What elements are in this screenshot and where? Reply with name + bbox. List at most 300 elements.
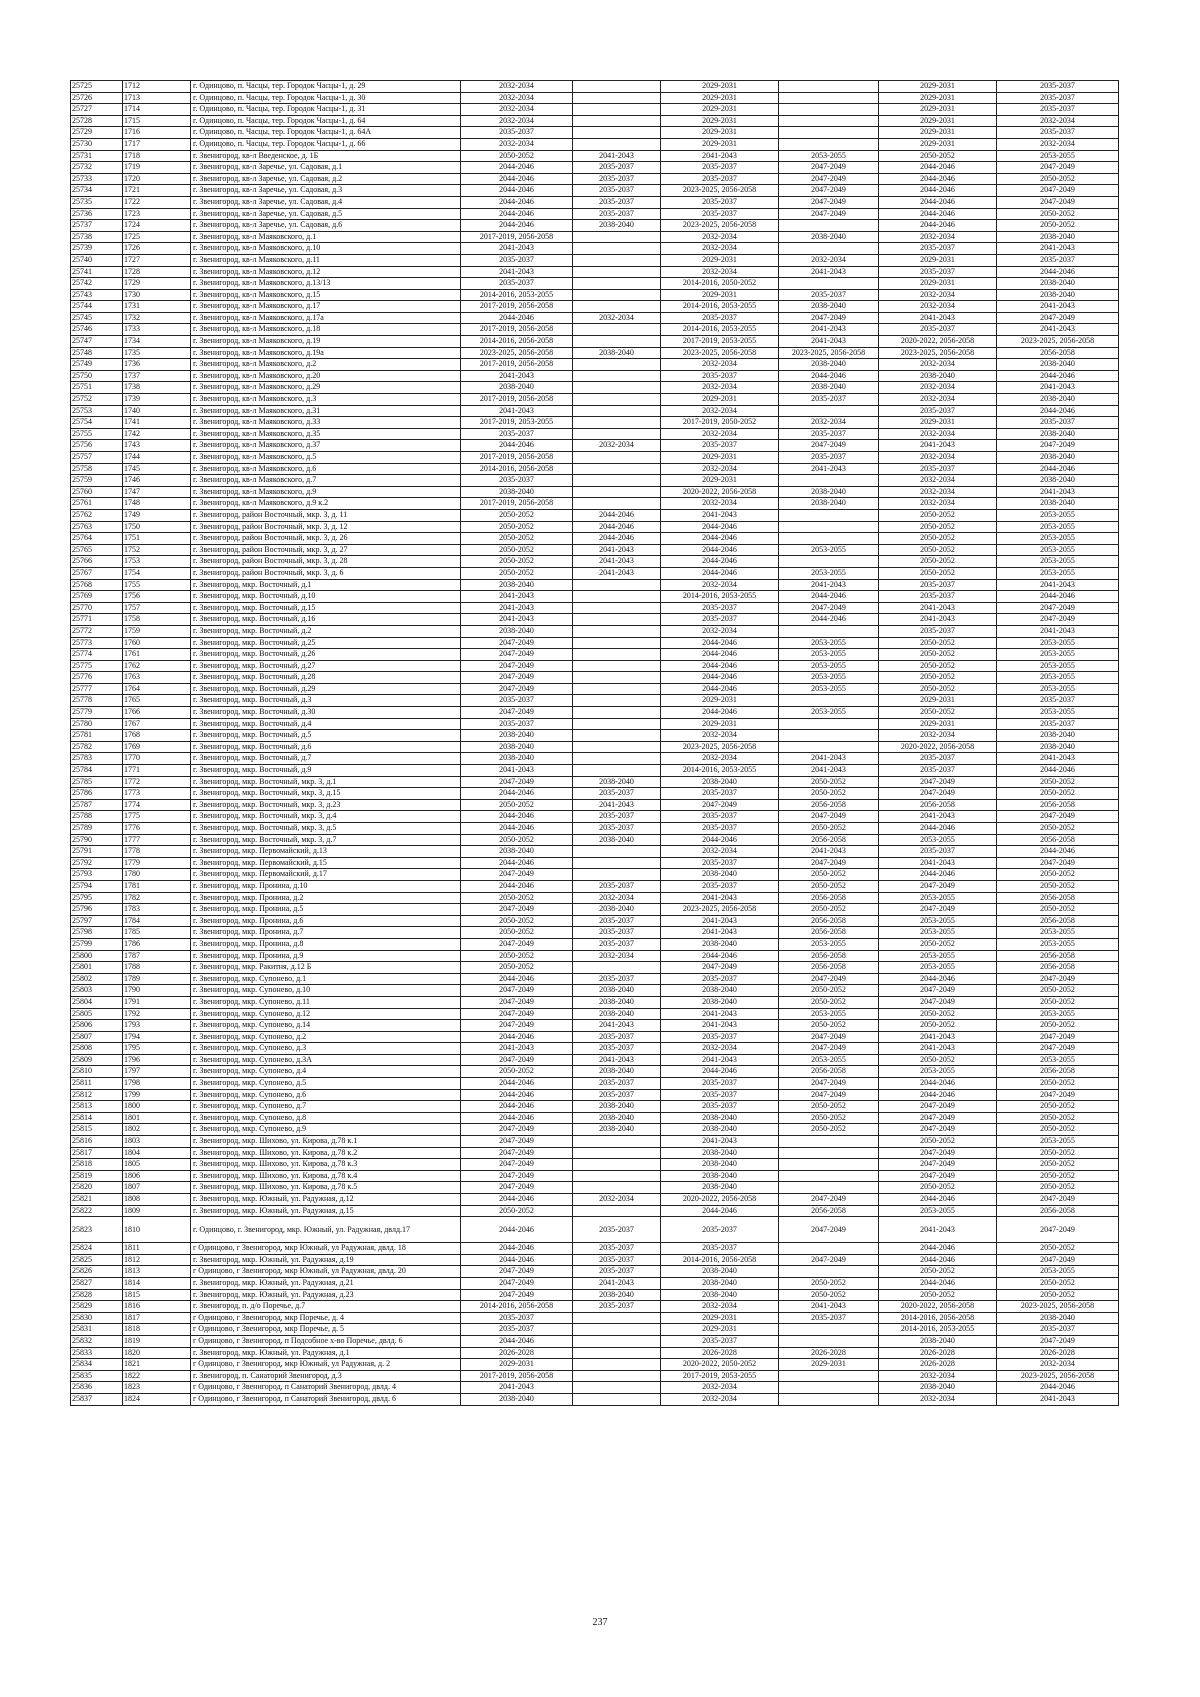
cell-period-2: 2035-2037	[573, 1031, 661, 1043]
cell-row-number: 25736	[71, 208, 123, 220]
cell-house-id: 1821	[123, 1359, 191, 1371]
cell-period-4	[779, 81, 879, 93]
cell-period-3: 2038-2040	[661, 985, 779, 997]
cell-house-id: 1766	[123, 707, 191, 719]
cell-address: г. Звенигород, мкр. Супонево, д.3	[191, 1043, 461, 1055]
cell-period-2: 2035-2037	[573, 162, 661, 174]
cell-period-3: 2035-2037	[661, 1243, 779, 1255]
cell-period-2	[573, 1136, 661, 1148]
cell-period-2	[573, 672, 661, 684]
cell-period-6: 2050-2052	[997, 1170, 1119, 1182]
cell-period-6: 2038-2040	[997, 498, 1119, 510]
table-row	[71, 938, 1119, 950]
table-row	[71, 428, 1119, 440]
cell-period-3: 2023-2025, 2056-2058	[661, 741, 779, 753]
cell-period-2	[573, 254, 661, 266]
cell-address: г. Звенигород, кв-л Маяковского, д.11	[191, 254, 461, 266]
cell-period-1: 2047-2049	[461, 637, 573, 649]
cell-period-2	[573, 707, 661, 719]
cell-period-1: 2044-2046	[461, 312, 573, 324]
cell-address: г. Звенигород, мкр. Пронина, д.5	[191, 904, 461, 916]
cell-period-3: 2041-2043	[661, 1136, 779, 1148]
cell-period-4: 2035-2037	[779, 394, 879, 406]
cell-period-4: 2056-2058	[779, 1066, 879, 1078]
cell-period-2: 2038-2040	[573, 776, 661, 788]
cell-period-4	[779, 405, 879, 417]
cell-period-1: 2017-2019, 2056-2058	[461, 394, 573, 406]
cell-period-6: 2035-2037	[997, 1324, 1119, 1336]
cell-period-1: 2044-2046	[461, 973, 573, 985]
cell-period-4: 2050-2052	[779, 1020, 879, 1032]
cell-row-number: 25743	[71, 289, 123, 301]
cell-period-3: 2029-2031	[661, 475, 779, 487]
cell-period-5: 2032-2034	[879, 394, 997, 406]
cell-row-number: 25769	[71, 591, 123, 603]
table-row	[71, 405, 1119, 417]
cell-address: г. Звенигород, мкр. Восточный, д.25	[191, 637, 461, 649]
cell-period-1: 2044-2046	[461, 220, 573, 232]
cell-period-1: 2032-2034	[461, 138, 573, 150]
cell-period-3: 2044-2046	[661, 533, 779, 545]
cell-house-id: 1740	[123, 405, 191, 417]
cell-period-2	[573, 127, 661, 139]
cell-house-id: 1781	[123, 880, 191, 892]
cell-house-id: 1802	[123, 1124, 191, 1136]
cell-period-1: 2032-2034	[461, 115, 573, 127]
cell-period-2: 2038-2040	[573, 834, 661, 846]
cell-period-6: 2038-2040	[997, 289, 1119, 301]
cell-address: г. Звенигород, мкр. Восточный, д.2	[191, 625, 461, 637]
table-row	[71, 417, 1119, 429]
cell-period-6: 2050-2052	[997, 1277, 1119, 1289]
cell-period-4: 2041-2043	[779, 336, 879, 348]
cell-period-3: 2029-2031	[661, 81, 779, 93]
cell-row-number: 25726	[71, 92, 123, 104]
cell-period-4: 2047-2049	[779, 1031, 879, 1043]
cell-address: г. Звенигород, мкр. Восточный, д.3	[191, 695, 461, 707]
cell-period-4: 2041-2043	[779, 765, 879, 777]
cell-period-4: 2032-2034	[779, 417, 879, 429]
cell-period-6: 2053-2055	[997, 637, 1119, 649]
cell-period-5: 2029-2031	[879, 695, 997, 707]
cell-period-1: 2050-2052	[461, 950, 573, 962]
cell-period-2: 2035-2037	[573, 811, 661, 823]
cell-address: г. Звенигород, мкр. Восточный, мкр. 3, д.5	[191, 823, 461, 835]
cell-address: г Одинцово, г Звенигород, мкр Южный, ул Радужная, двлд. 20	[191, 1266, 461, 1278]
cell-period-6: 2053-2055	[997, 1054, 1119, 1066]
cell-house-id: 1727	[123, 254, 191, 266]
cell-house-id: 1805	[123, 1159, 191, 1171]
table-row	[71, 1217, 1119, 1243]
cell-house-id: 1808	[123, 1194, 191, 1206]
cell-period-4: 2053-2055	[779, 150, 879, 162]
cell-period-6: 2047-2049	[997, 185, 1119, 197]
cell-address: г. Звенигород, мкр. Супонево, д.11	[191, 996, 461, 1008]
cell-address: г. Звенигород, мкр. Южный, ул. Радужная, д.21	[191, 1277, 461, 1289]
cell-period-6: 2050-2052	[997, 1101, 1119, 1113]
capital-repair-schedule-table	[70, 80, 1119, 1406]
cell-house-id: 1789	[123, 973, 191, 985]
cell-period-1: 2047-2049	[461, 1277, 573, 1289]
cell-address: г. Звенигород, кв-л Маяковского, д.17	[191, 301, 461, 313]
cell-period-6: 2041-2043	[997, 579, 1119, 591]
cell-period-1: 2050-2052	[461, 927, 573, 939]
table-row	[71, 1182, 1119, 1194]
table-row	[71, 278, 1119, 290]
cell-house-id: 1795	[123, 1043, 191, 1055]
cell-period-6: 2050-2052	[997, 788, 1119, 800]
cell-period-5: 2053-2055	[879, 1205, 997, 1217]
cell-house-id: 1752	[123, 544, 191, 556]
table-row	[71, 741, 1119, 753]
cell-period-3: 2035-2037	[661, 1078, 779, 1090]
cell-row-number: 25784	[71, 765, 123, 777]
cell-period-6: 2053-2055	[997, 672, 1119, 684]
cell-period-5: 2044-2046	[879, 196, 997, 208]
cell-period-6: 2050-2052	[997, 220, 1119, 232]
cell-address: г. Звенигород, мкр. Супонево, д.4	[191, 1066, 461, 1078]
cell-house-id: 1790	[123, 985, 191, 997]
cell-row-number: 25785	[71, 776, 123, 788]
table-row	[71, 962, 1119, 974]
cell-period-6: 2053-2055	[997, 544, 1119, 556]
cell-period-5: 2044-2046	[879, 208, 997, 220]
table-row	[71, 1136, 1119, 1148]
cell-period-3: 2032-2034	[661, 266, 779, 278]
cell-period-5: 2041-2043	[879, 614, 997, 626]
cell-period-1: 2047-2049	[461, 1289, 573, 1301]
cell-period-3: 2035-2037	[661, 823, 779, 835]
cell-period-6: 2050-2052	[997, 823, 1119, 835]
cell-row-number: 25727	[71, 104, 123, 116]
cell-address: г. Звенигород, район Восточный, мкр. 3, д. 26	[191, 533, 461, 545]
cell-period-5: 2050-2052	[879, 556, 997, 568]
cell-period-6: 2041-2043	[997, 753, 1119, 765]
cell-row-number: 25740	[71, 254, 123, 266]
cell-row-number: 25818	[71, 1159, 123, 1171]
cell-period-2	[573, 138, 661, 150]
cell-period-1: 2047-2049	[461, 1147, 573, 1159]
cell-period-1: 2044-2046	[461, 1078, 573, 1090]
table-row	[71, 973, 1119, 985]
table-row	[71, 359, 1119, 371]
cell-house-id: 1800	[123, 1101, 191, 1113]
cell-period-6: 2056-2058	[997, 962, 1119, 974]
cell-period-6: 2032-2034	[997, 115, 1119, 127]
cell-period-3: 2041-2043	[661, 892, 779, 904]
table-row	[71, 196, 1119, 208]
cell-period-2: 2035-2037	[573, 1078, 661, 1090]
cell-period-6: 2041-2043	[997, 243, 1119, 255]
cell-period-3: 2032-2034	[661, 1301, 779, 1313]
cell-period-3: 2017-2019, 2053-2055	[661, 336, 779, 348]
cell-period-6: 2032-2034	[997, 1359, 1119, 1371]
cell-period-4: 2035-2037	[779, 289, 879, 301]
cell-period-1: 2047-2049	[461, 938, 573, 950]
cell-period-5: 2056-2058	[879, 799, 997, 811]
cell-period-5: 2047-2049	[879, 1101, 997, 1113]
cell-house-id: 1759	[123, 625, 191, 637]
cell-period-2	[573, 475, 661, 487]
cell-house-id: 1778	[123, 846, 191, 858]
cell-period-2: 2035-2037	[573, 208, 661, 220]
cell-period-2	[573, 405, 661, 417]
cell-period-5: 2050-2052	[879, 672, 997, 684]
cell-period-1: 2044-2046	[461, 823, 573, 835]
cell-period-5: 2035-2037	[879, 579, 997, 591]
cell-address: г. Звенигород, мкр. Пронина, д.8	[191, 938, 461, 950]
cell-period-6: 2044-2046	[997, 846, 1119, 858]
cell-period-1: 2047-2049	[461, 996, 573, 1008]
cell-period-4	[779, 1243, 879, 1255]
cell-row-number: 25824	[71, 1243, 123, 1255]
cell-period-2: 2038-2040	[573, 347, 661, 359]
cell-period-3: 2026-2028	[661, 1347, 779, 1359]
cell-period-3: 2038-2040	[661, 938, 779, 950]
cell-period-4: 2023-2025, 2056-2058	[779, 347, 879, 359]
cell-row-number: 25813	[71, 1101, 123, 1113]
table-row	[71, 173, 1119, 185]
cell-house-id: 1765	[123, 695, 191, 707]
cell-house-id: 1807	[123, 1182, 191, 1194]
cell-house-id: 1737	[123, 370, 191, 382]
cell-period-3: 2047-2049	[661, 962, 779, 974]
cell-period-2: 2038-2040	[573, 1008, 661, 1020]
cell-house-id: 1725	[123, 231, 191, 243]
cell-address: г. Звенигород, район Восточный, мкр. 3, д. 27	[191, 544, 461, 556]
cell-address: г. Звенигород, кв-л Маяковского, д.9	[191, 486, 461, 498]
cell-period-2	[573, 846, 661, 858]
cell-period-6: 2035-2037	[997, 127, 1119, 139]
table-row	[71, 637, 1119, 649]
cell-period-4: 2032-2034	[779, 254, 879, 266]
cell-row-number: 25815	[71, 1124, 123, 1136]
cell-period-6: 2056-2058	[997, 950, 1119, 962]
cell-period-5: 2041-2043	[879, 440, 997, 452]
cell-row-number: 25767	[71, 567, 123, 579]
cell-period-1: 2017-2019, 2056-2058	[461, 498, 573, 510]
cell-period-4: 2047-2049	[779, 196, 879, 208]
cell-period-3: 2041-2043	[661, 150, 779, 162]
cell-period-6: 2056-2058	[997, 1066, 1119, 1078]
cell-period-5: 2050-2052	[879, 1266, 997, 1278]
cell-period-5: 2050-2052	[879, 533, 997, 545]
cell-house-id: 1758	[123, 614, 191, 626]
cell-period-5: 2044-2046	[879, 173, 997, 185]
table-row	[71, 289, 1119, 301]
cell-period-3: 2041-2043	[661, 915, 779, 927]
cell-period-1: 2014-2016, 2056-2058	[461, 1301, 573, 1313]
cell-address: г. Звенигород, мкр. Восточный, д.5	[191, 730, 461, 742]
table-row	[71, 811, 1119, 823]
cell-row-number: 25771	[71, 614, 123, 626]
cell-period-5: 2044-2046	[879, 1089, 997, 1101]
cell-row-number: 25825	[71, 1254, 123, 1266]
cell-period-3: 2029-2031	[661, 104, 779, 116]
cell-period-6: 2053-2055	[997, 683, 1119, 695]
cell-period-4: 2056-2058	[779, 1205, 879, 1217]
cell-house-id: 1736	[123, 359, 191, 371]
cell-period-2: 2035-2037	[573, 788, 661, 800]
cell-period-5: 2044-2046	[879, 823, 997, 835]
cell-period-4: 2038-2040	[779, 359, 879, 371]
table-row	[71, 1254, 1119, 1266]
cell-period-4	[779, 718, 879, 730]
cell-address: г. Звенигород, кв-л Заречье, ул. Садовая, д.4	[191, 196, 461, 208]
cell-row-number: 25827	[71, 1277, 123, 1289]
table-row	[71, 1194, 1119, 1206]
cell-address: г. Звенигород, кв-л Введенское, д. 1Б	[191, 150, 461, 162]
cell-period-6: 2038-2040	[997, 231, 1119, 243]
table-row	[71, 254, 1119, 266]
table-row	[71, 695, 1119, 707]
table-row	[71, 625, 1119, 637]
cell-period-2: 2032-2034	[573, 440, 661, 452]
cell-period-3: 2038-2040	[661, 1266, 779, 1278]
cell-address: г. Звенигород, мкр. Шихово, ул. Кирова, д.78 к.4	[191, 1170, 461, 1182]
cell-period-3: 2014-2016, 2056-2058	[661, 1254, 779, 1266]
cell-period-1: 2035-2037	[461, 1312, 573, 1324]
cell-period-6: 2050-2052	[997, 904, 1119, 916]
cell-row-number: 25831	[71, 1324, 123, 1336]
cell-house-id: 1718	[123, 150, 191, 162]
cell-house-id: 1769	[123, 741, 191, 753]
table-row	[71, 475, 1119, 487]
cell-period-5: 2032-2034	[879, 1370, 997, 1382]
cell-row-number: 25738	[71, 231, 123, 243]
cell-period-1: 2044-2046	[461, 811, 573, 823]
cell-house-id: 1818	[123, 1324, 191, 1336]
table-row	[71, 892, 1119, 904]
table-row	[71, 823, 1119, 835]
cell-period-5: 2050-2052	[879, 1054, 997, 1066]
cell-period-3: 2029-2031	[661, 394, 779, 406]
cell-period-4: 2047-2049	[779, 312, 879, 324]
cell-period-6: 2035-2037	[997, 718, 1119, 730]
cell-period-3: 2035-2037	[661, 196, 779, 208]
cell-row-number: 25759	[71, 475, 123, 487]
cell-period-1: 2044-2046	[461, 880, 573, 892]
cell-period-1: 2041-2043	[461, 1382, 573, 1394]
cell-period-2: 2035-2037	[573, 1217, 661, 1243]
cell-period-4: 2053-2055	[779, 672, 879, 684]
cell-house-id: 1724	[123, 220, 191, 232]
cell-house-id: 1746	[123, 475, 191, 487]
cell-period-2	[573, 336, 661, 348]
cell-row-number: 25792	[71, 857, 123, 869]
cell-period-5: 2044-2046	[879, 1254, 997, 1266]
cell-period-1: 2026-2028	[461, 1347, 573, 1359]
cell-period-5: 2035-2037	[879, 625, 997, 637]
cell-row-number: 25802	[71, 973, 123, 985]
cell-house-id: 1813	[123, 1266, 191, 1278]
cell-period-3: 2038-2040	[661, 1147, 779, 1159]
cell-period-5: 2020-2022, 2056-2058	[879, 741, 997, 753]
cell-house-id: 1714	[123, 104, 191, 116]
cell-period-5: 2041-2043	[879, 1031, 997, 1043]
cell-period-4: 2035-2037	[779, 1312, 879, 1324]
cell-period-4	[779, 1136, 879, 1148]
cell-period-6: 2047-2049	[997, 1089, 1119, 1101]
cell-row-number: 25828	[71, 1289, 123, 1301]
cell-house-id: 1811	[123, 1243, 191, 1255]
cell-period-6: 2050-2052	[997, 1289, 1119, 1301]
cell-period-6: 2050-2052	[997, 1020, 1119, 1032]
cell-period-3: 2044-2046	[661, 672, 779, 684]
cell-row-number: 25755	[71, 428, 123, 440]
cell-period-3: 2029-2031	[661, 115, 779, 127]
cell-period-2	[573, 1147, 661, 1159]
cell-period-4: 2050-2052	[779, 1112, 879, 1124]
cell-period-6: 2038-2040	[997, 428, 1119, 440]
cell-period-6: 2050-2052	[997, 173, 1119, 185]
cell-period-2: 2035-2037	[573, 1043, 661, 1055]
table-row	[71, 185, 1119, 197]
cell-period-3: 2044-2046	[661, 834, 779, 846]
cell-period-6: 2035-2037	[997, 104, 1119, 116]
cell-period-2	[573, 765, 661, 777]
cell-period-3: 2032-2034	[661, 1382, 779, 1394]
document-sheet	[70, 80, 1118, 1406]
cell-period-2	[573, 730, 661, 742]
cell-period-2: 2035-2037	[573, 823, 661, 835]
cell-period-5: 2050-2052	[879, 1008, 997, 1020]
table-row	[71, 509, 1119, 521]
cell-period-1: 2035-2037	[461, 718, 573, 730]
cell-period-2	[573, 1159, 661, 1171]
cell-row-number: 25730	[71, 138, 123, 150]
cell-period-4	[779, 1335, 879, 1347]
table-row	[71, 1020, 1119, 1032]
table-row	[71, 486, 1119, 498]
cell-address: г. Звенигород, мкр. Шихово, ул. Кирова, д.78 к.2	[191, 1147, 461, 1159]
table-row	[71, 1147, 1119, 1159]
table-row	[71, 1008, 1119, 1020]
cell-period-2: 2035-2037	[573, 915, 661, 927]
cell-period-6: 2047-2049	[997, 602, 1119, 614]
cell-period-4: 2050-2052	[779, 776, 879, 788]
cell-period-2: 2035-2037	[573, 1254, 661, 1266]
cell-period-4	[779, 138, 879, 150]
cell-address: г. Звенигород, п. Санаторий Звенигород, д.3	[191, 1370, 461, 1382]
cell-row-number: 25731	[71, 150, 123, 162]
cell-period-6: 2053-2055	[997, 938, 1119, 950]
cell-address: г. Звенигород, мкр. Восточный, д.29	[191, 683, 461, 695]
cell-period-6: 2023-2025, 2056-2058	[997, 1301, 1119, 1313]
cell-period-2	[573, 614, 661, 626]
cell-period-2: 2041-2043	[573, 1277, 661, 1289]
cell-period-5: 2023-2025, 2056-2058	[879, 347, 997, 359]
cell-period-3: 2032-2034	[661, 231, 779, 243]
cell-period-3: 2029-2031	[661, 695, 779, 707]
cell-period-5: 2050-2052	[879, 1020, 997, 1032]
cell-address: г. Звенигород, мкр. Первомайский, д.13	[191, 846, 461, 858]
cell-row-number: 25817	[71, 1147, 123, 1159]
cell-period-4: 2047-2049	[779, 602, 879, 614]
cell-row-number: 25741	[71, 266, 123, 278]
cell-period-5: 2050-2052	[879, 150, 997, 162]
cell-period-4: 2047-2049	[779, 440, 879, 452]
cell-row-number: 25783	[71, 753, 123, 765]
table-row	[71, 162, 1119, 174]
cell-period-6: 2050-2052	[997, 1112, 1119, 1124]
cell-period-5: 2050-2052	[879, 938, 997, 950]
cell-period-6: 2056-2058	[997, 915, 1119, 927]
cell-period-3: 2044-2046	[661, 660, 779, 672]
cell-period-2	[573, 231, 661, 243]
cell-period-1: 2044-2046	[461, 1101, 573, 1113]
cell-address: г. Звенигород, мкр. Южный, ул. Радужная, д.12	[191, 1194, 461, 1206]
